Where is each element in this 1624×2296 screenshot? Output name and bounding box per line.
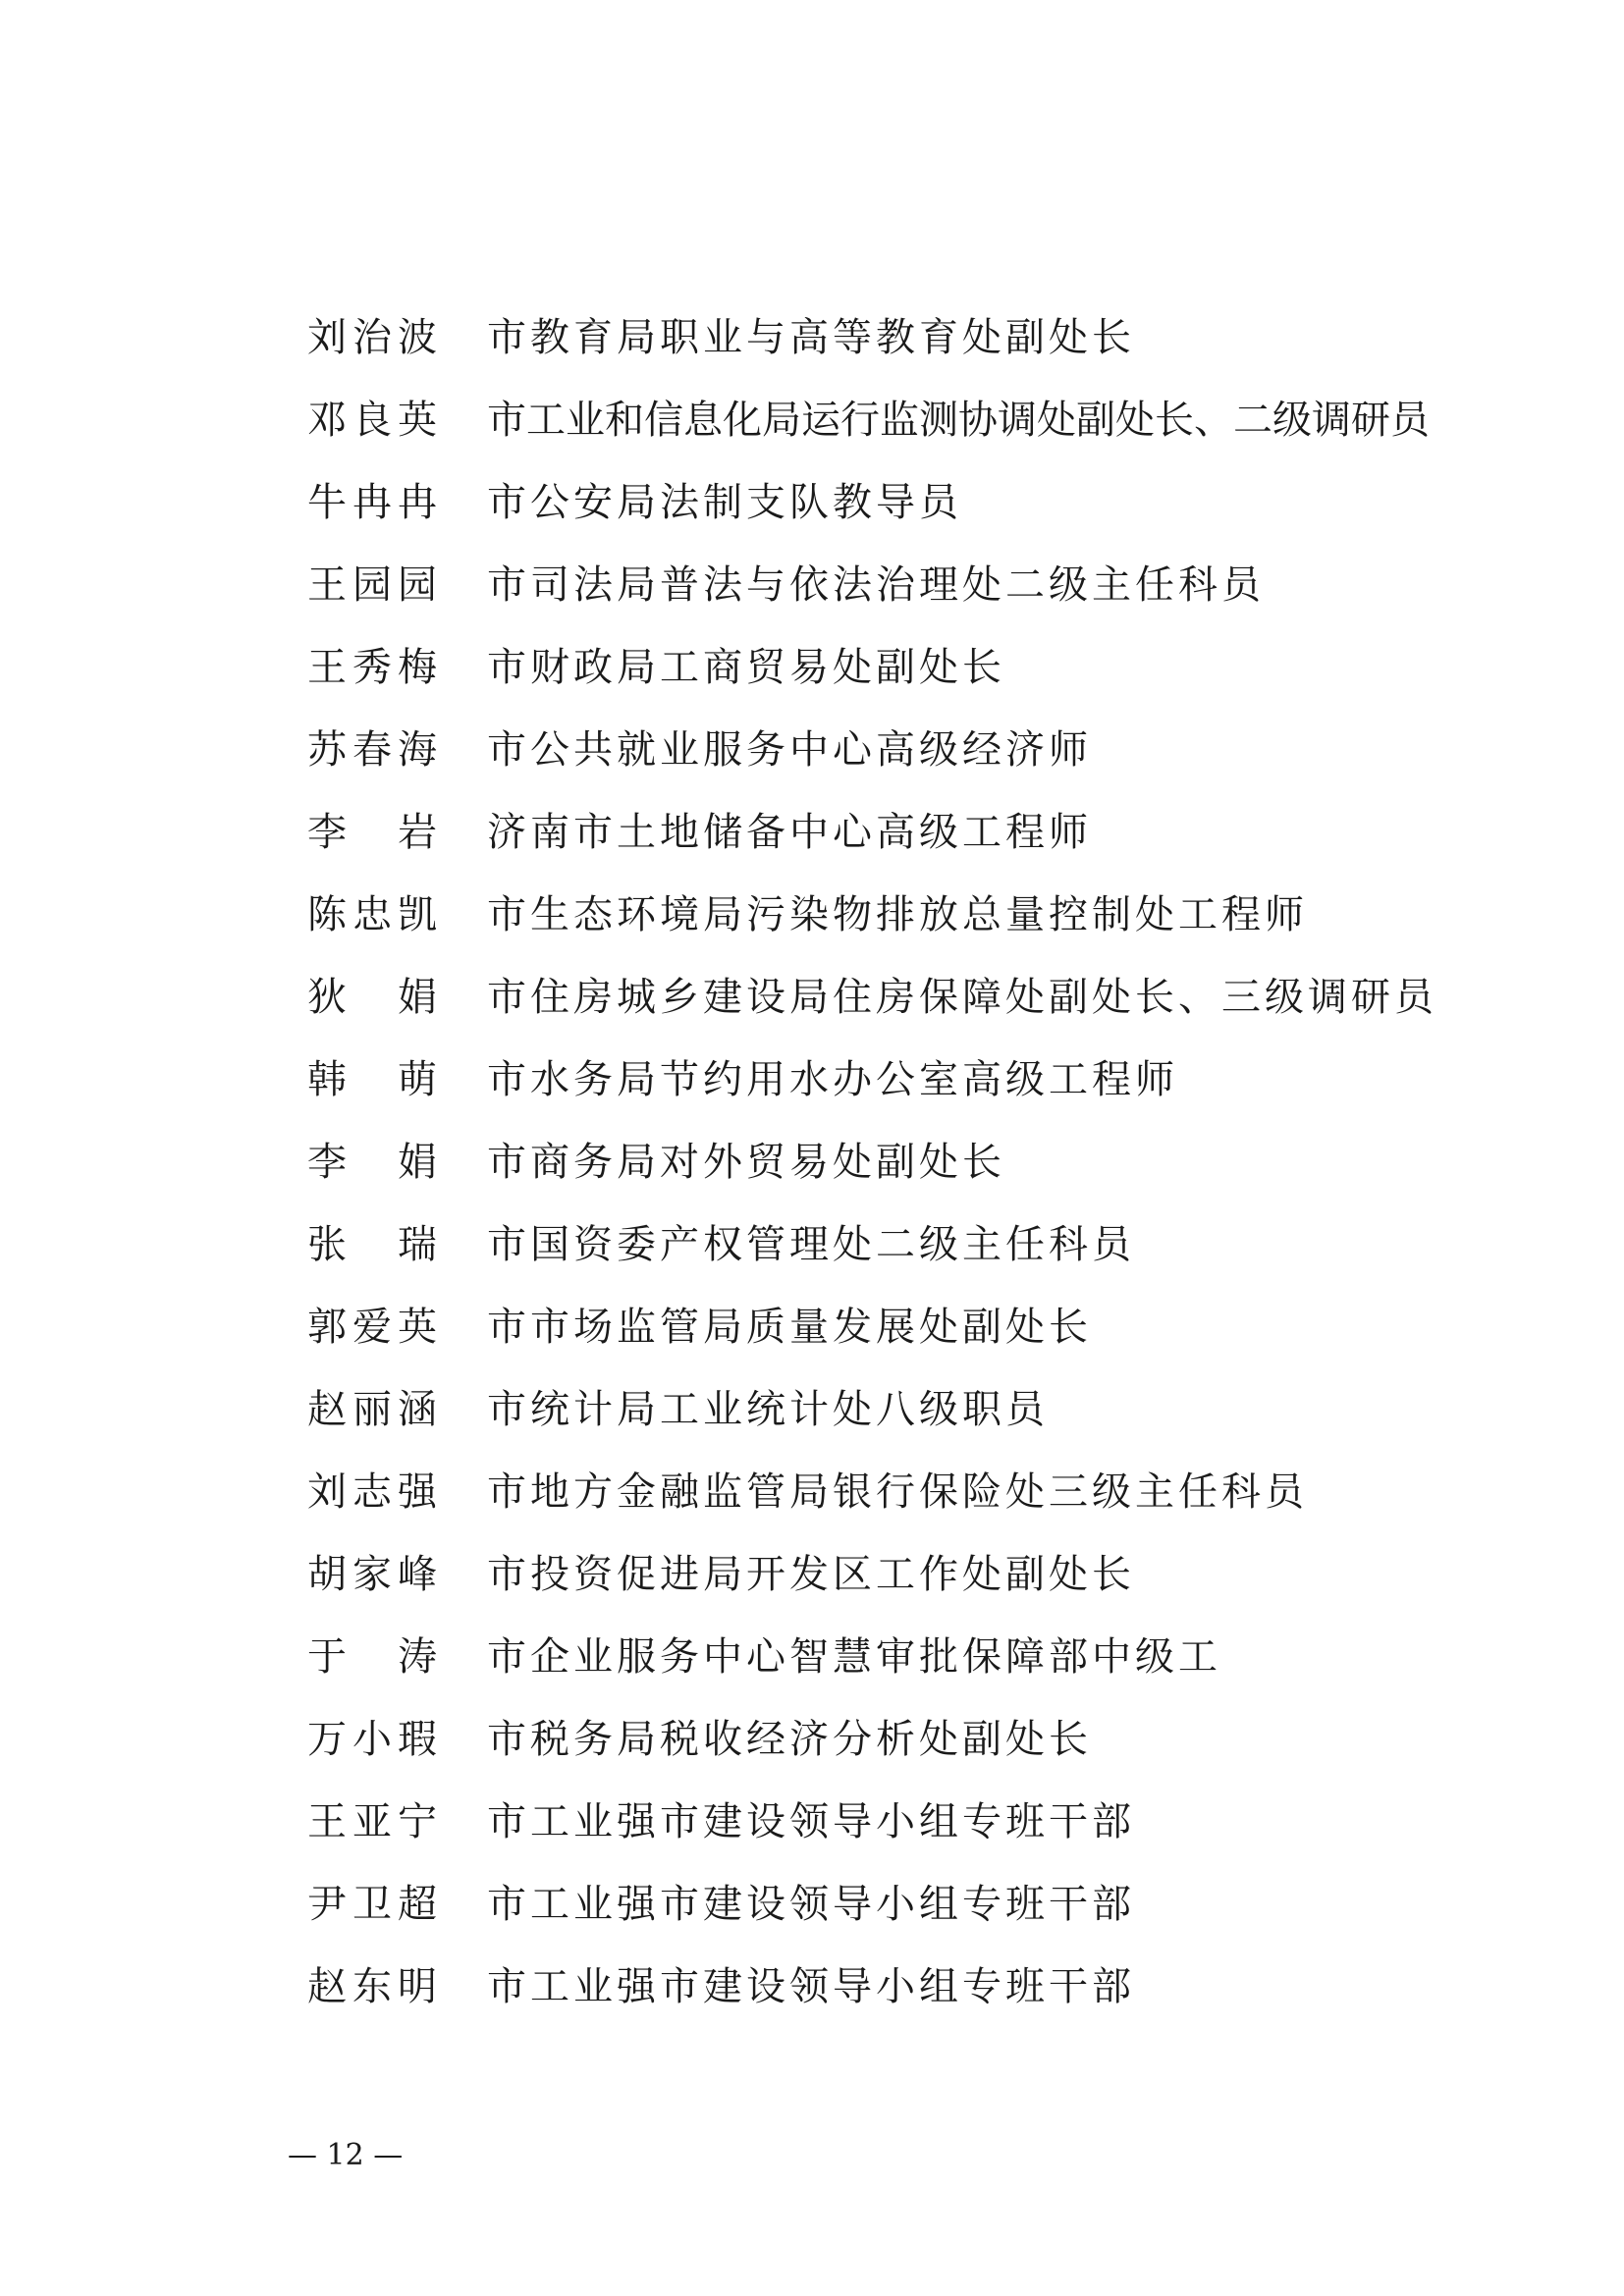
list-item xyxy=(307,1616,1486,1698)
member-position: 市商务局对外贸易处副处长 xyxy=(487,1140,1005,1185)
list-item xyxy=(307,296,1486,379)
member-name: 王亚宁 xyxy=(307,1799,437,1844)
list-item xyxy=(307,1946,1486,2028)
member-name: 李岩 xyxy=(307,810,437,855)
member-list xyxy=(307,296,1486,2028)
member-position: 市财政局工商贸易处副处长 xyxy=(487,645,1005,690)
member-position: 济南市土地储备中心高级工程师 xyxy=(487,810,1092,855)
member-position: 市企业服务中心智慧审批保障部中级工 xyxy=(487,1634,1221,1680)
list-item xyxy=(307,1451,1486,1533)
list-item xyxy=(307,1203,1486,1286)
member-position: 市工业强市建设领导小组专班干部 xyxy=(487,1882,1135,1927)
member-position: 市公安局法制支队教导员 xyxy=(487,480,962,525)
list-item xyxy=(307,1698,1486,1781)
member-name: 于涛 xyxy=(307,1634,437,1680)
member-position: 市住房城乡建设局住房保障处副处长、三级调研员 xyxy=(487,975,1437,1020)
member-position: 市投资促进局开发区工作处副处长 xyxy=(487,1552,1135,1597)
member-name: 狄娟 xyxy=(307,975,437,1020)
list-item xyxy=(307,544,1486,626)
member-name: 胡家峰 xyxy=(307,1552,437,1597)
list-item xyxy=(307,1039,1486,1121)
member-position: 市税务局税收经济分析处副处长 xyxy=(487,1717,1092,1762)
member-name: 刘治波 xyxy=(307,315,437,360)
member-name: 牛冉冉 xyxy=(307,480,437,525)
member-name: 苏春海 xyxy=(307,727,437,773)
member-position: 市工业强市建设领导小组专班干部 xyxy=(487,1964,1135,2009)
list-item xyxy=(307,709,1486,791)
list-item xyxy=(307,379,1486,461)
member-position: 市市场监管局质量发展处副处长 xyxy=(487,1305,1092,1350)
member-name: 张瑞 xyxy=(307,1222,437,1267)
list-item xyxy=(307,874,1486,956)
page-number: — 12 — xyxy=(288,2138,404,2172)
list-item xyxy=(307,956,1486,1039)
member-position: 市司法局普法与依法治理处二级主任科员 xyxy=(487,562,1265,608)
member-name: 万小瑕 xyxy=(307,1717,437,1762)
member-name: 赵东明 xyxy=(307,1964,437,2009)
member-name: 韩萌 xyxy=(307,1057,437,1102)
member-name: 郭爱英 xyxy=(307,1305,437,1350)
member-position: 市统计局工业统计处八级职员 xyxy=(487,1387,1049,1432)
member-position: 市国资委产权管理处二级主任科员 xyxy=(487,1222,1135,1267)
list-item xyxy=(307,791,1486,874)
member-position: 市工业和信息化局运行监测协调处副处长、二级调研员 xyxy=(487,398,1430,443)
member-name: 尹卫超 xyxy=(307,1882,437,1927)
list-item xyxy=(307,1368,1486,1451)
member-position: 市公共就业服务中心高级经济师 xyxy=(487,727,1092,773)
list-item xyxy=(307,461,1486,544)
member-name: 邓良英 xyxy=(307,398,437,443)
member-position: 市地方金融监管局银行保险处三级主任科员 xyxy=(487,1469,1308,1515)
list-item xyxy=(307,1121,1486,1203)
member-name: 赵丽涵 xyxy=(307,1387,437,1432)
list-item xyxy=(307,1863,1486,1946)
member-name: 王园园 xyxy=(307,562,437,608)
member-name: 刘志强 xyxy=(307,1469,437,1515)
list-item xyxy=(307,1781,1486,1863)
list-item xyxy=(307,626,1486,709)
member-name: 王秀梅 xyxy=(307,645,437,690)
member-position: 市水务局节约用水办公室高级工程师 xyxy=(487,1057,1178,1102)
member-position: 市工业强市建设领导小组专班干部 xyxy=(487,1799,1135,1844)
list-item xyxy=(307,1286,1486,1368)
member-position: 市生态环境局污染物排放总量控制处工程师 xyxy=(487,892,1308,937)
member-name: 陈忠凯 xyxy=(307,892,437,937)
member-position: 市教育局职业与高等教育处副处长 xyxy=(487,315,1135,360)
list-item xyxy=(307,1533,1486,1616)
member-name: 李娟 xyxy=(307,1140,437,1185)
